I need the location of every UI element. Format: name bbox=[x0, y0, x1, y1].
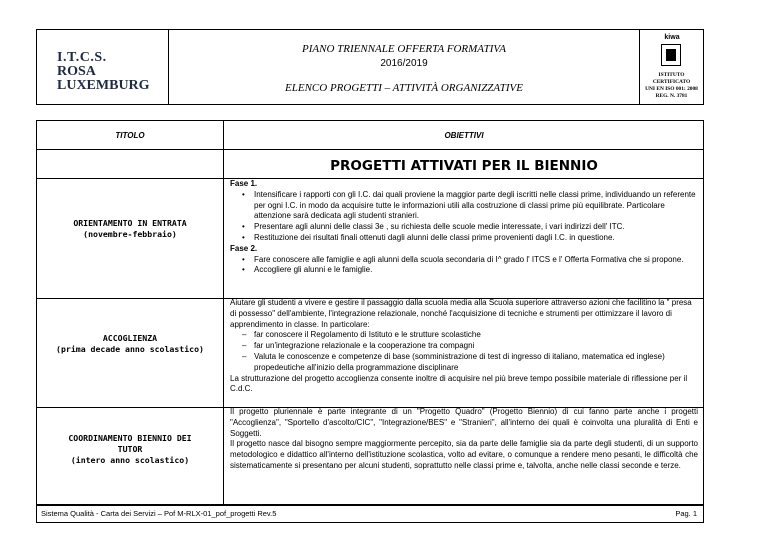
list-item bbox=[230, 255, 698, 266]
document-header bbox=[36, 29, 704, 105]
school-logo-cell bbox=[37, 30, 169, 104]
objectives-coordinamento bbox=[230, 407, 698, 472]
list-item-text: Fare conoscere alle famiglie e agli alunni della scuola secondaria di I^ grado l' ITCS e l' Offerta Formativa che si propone. bbox=[254, 254, 684, 264]
list-item bbox=[230, 341, 698, 352]
logo-line-2: ROSA bbox=[57, 64, 96, 79]
section-title: PROGETTI ATTIVATI PER IL BIENNIO bbox=[330, 158, 598, 174]
paragraph: Il progetto pluriennale è parte integrante di un "Progetto Quadro" (Progetto Biennio) di cui fanno parte anche i progetti "Accoglienza", "Sportello d'ascolto/CIC", "Integrazione/BES" e "Stranieri", all'interno dei quali è coinvolta una pluralità di Enti e Soggetti. bbox=[230, 407, 698, 438]
plan-years: 2016/2019 bbox=[380, 58, 428, 69]
certification-text bbox=[640, 72, 703, 100]
row-title-line: ORIENTAMENTO IN ENTRATA bbox=[73, 218, 187, 228]
phase-label: Fase 2. bbox=[230, 243, 258, 253]
row-title-period: (prima decade anno scolastico) bbox=[56, 344, 204, 354]
list-item-text: Intensificare i rapporti con gli I.C. dai quali proviene la maggior parte degli iscritti nelle classi prime, individuando un referente per ogni I.C. in modo da acquisire tutte le informazioni utili alla costruzione di classi prime più equilibrate. Particolare attenzione sarà dedicata agli studenti stranieri. bbox=[254, 189, 696, 221]
bullet-icon: • bbox=[242, 232, 245, 242]
bullet-icon: • bbox=[242, 254, 245, 264]
list-item bbox=[230, 222, 698, 233]
row-title-orientamento bbox=[37, 218, 223, 240]
list-item bbox=[230, 265, 698, 276]
objectives-orientamento bbox=[230, 179, 698, 276]
paragraph: La strutturazione del progetto accoglienza consente inoltre di acquisire nel più breve tempo possibile materiale di riflessione per il C.d.C. bbox=[230, 373, 688, 394]
cert-line-2: CERTIFICATO bbox=[652, 79, 691, 85]
plan-title: PIANO TRIENNALE OFFERTA FORMATIVA bbox=[302, 43, 506, 55]
footer-document-code: Sistema Qualità - Carta dei Servizi – Pof M-RLX-01_pof_progetti Rev.5 bbox=[41, 509, 277, 518]
bullet-icon: • bbox=[242, 189, 245, 199]
page-number: Pag. 1 bbox=[675, 509, 697, 518]
header-row-divider bbox=[37, 149, 703, 150]
list-item-text: far un'integrazione relazionale e la cooperazione tra compagni bbox=[254, 341, 475, 351]
column-header-titolo: TITOLO bbox=[115, 131, 145, 140]
bullet-icon: • bbox=[242, 222, 245, 232]
page-footer bbox=[36, 505, 704, 523]
paragraph: Aiutare gli studenti a vivere e gestire il passaggio dalla scuola media alla Scuola superiore attraverso azioni che facilitino la " presa di possesso" dell'ambiente, l'integrazione relazionale, nonché l'acquisizione di tecniche e strumenti per ottimizzare il lavoro di apprendimento in classe. In particolare: bbox=[230, 298, 692, 329]
header-titles bbox=[169, 30, 639, 104]
paragraph: Il progetto nasce dal bisogno sempre maggiormente percepito, sia da parte delle famiglie sia da parte degli studenti, di un supporto metodologico e didattico all'interno dell'istituzione scolastica, volto ad evitare, o comunque a rendere meno pesanti, le difficoltà che sistematicamente si presentano per alcuni studenti, soprattutto nelle classi prime e, talvolta, anche nelle classi seconde e terze. bbox=[230, 439, 698, 470]
cert-line-1: ISTITUTO bbox=[658, 72, 685, 78]
logo-line-3: LUXEMBURG bbox=[57, 78, 150, 93]
list-item-text: Accogliere gli alunni e le famiglie. bbox=[254, 265, 373, 275]
certification-cell bbox=[639, 30, 703, 104]
projects-list-title: ELENCO PROGETTI – ATTIVITÀ ORGANIZZATIVE bbox=[285, 82, 523, 94]
row-title-period: (intero anno scolastico) bbox=[70, 455, 190, 465]
column-header-obiettivi: OBIETTIVI bbox=[444, 131, 484, 140]
objectives-accoglienza bbox=[230, 298, 698, 395]
row-title-period: (novembre-febbraio) bbox=[83, 229, 177, 239]
school-logo bbox=[57, 50, 150, 94]
certification-mark-icon bbox=[661, 44, 681, 66]
dash-icon: – bbox=[242, 330, 247, 340]
row-title-line: ACCOGLIENZA bbox=[102, 333, 158, 343]
kiwa-brand: kiwa bbox=[664, 34, 680, 41]
list-item-text: Presentare agli alunni delle classi 3e , su richiesta delle scuole medie interessate, i vari indirizzi dell' ITC. bbox=[254, 222, 625, 232]
cert-line-3: UNI EN ISO 001: 2008 bbox=[645, 86, 698, 92]
row-title-coordinamento bbox=[37, 433, 223, 466]
dash-icon: – bbox=[242, 341, 247, 351]
list-item bbox=[230, 190, 698, 222]
row-title-line: COORDINAMENTO BIENNIO DEI bbox=[68, 433, 192, 443]
list-item bbox=[230, 233, 698, 244]
list-item-text: Restituzione dei risultati finali ottenuti dagli alunni delle classi prime provenienti dagli I.C. in questione. bbox=[254, 232, 615, 242]
dash-icon: – bbox=[242, 351, 247, 361]
projects-table bbox=[36, 120, 704, 505]
row-title-line: TUTOR bbox=[117, 444, 143, 454]
bullet-icon: • bbox=[242, 265, 245, 275]
list-item bbox=[230, 352, 698, 374]
phase-label: Fase 1. bbox=[230, 179, 258, 188]
list-item-text: far conoscere il Regolamento di Istituto e le strutture scolastiche bbox=[254, 330, 481, 340]
list-item bbox=[230, 330, 698, 341]
logo-line-1: I.T.C.S. bbox=[57, 50, 107, 65]
list-item-text: Valuta le conoscenze e competenze di base (somministrazione di test di ingresso di italiano, matematica ed inglese) propedeutiche all'inizio della programmazione disciplinare bbox=[254, 351, 665, 372]
row-title-accoglienza bbox=[37, 333, 223, 355]
cert-line-4: REG. N. 3781 bbox=[655, 93, 688, 99]
